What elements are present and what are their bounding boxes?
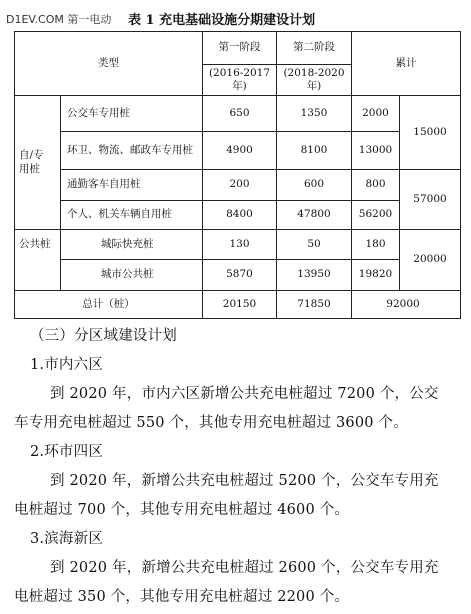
section-heading: （三）分区域建设计划 — [30, 328, 177, 344]
row-total: 180 — [352, 230, 400, 260]
row-phase2: 50 — [277, 230, 352, 260]
section-3-line1: 到 2020 年，新增公共充电桩超过 2600 个，公交车专用充 — [50, 560, 439, 576]
table-row — [15, 132, 461, 170]
row-phase2: 47800 — [277, 201, 352, 230]
total-row — [15, 291, 461, 319]
construction-plan-table — [14, 31, 461, 319]
total-phase2: 71850 — [277, 291, 352, 319]
row-phase1: 200 — [203, 170, 277, 201]
header-phase1: 第一阶段 — [203, 32, 277, 65]
regional-plan-text — [14, 322, 464, 612]
row-phase1: 130 — [203, 230, 277, 260]
row-total: 2000 — [352, 96, 400, 132]
table-title: 表 1 充电基础设施分期建设计划 — [128, 13, 316, 28]
row-name: 通勤客车自用桩 — [61, 170, 203, 201]
row-name: 个人、机关车辆自用桩 — [61, 201, 203, 230]
table-row — [15, 230, 461, 260]
row-total: 56200 — [352, 201, 400, 230]
subtotal-dedicated: 15000 — [400, 96, 461, 170]
table-row — [15, 260, 461, 291]
section-1-title: 1.市内六区 — [30, 357, 104, 373]
subtotal-public: 20000 — [400, 230, 461, 291]
subtotal-private: 57000 — [400, 170, 461, 230]
row-phase1: 4900 — [203, 132, 277, 170]
row-phase2: 8100 — [277, 132, 352, 170]
section-3-title: 3.滨海新区 — [30, 531, 104, 547]
total-label: 总计（桩） — [15, 291, 203, 319]
row-name: 公交车专用桩 — [61, 96, 203, 132]
table-header-row — [15, 32, 461, 65]
section-2-line1: 到 2020 年，新增公共充电桩超过 5200 个，公交车专用充 — [50, 473, 439, 489]
row-phase1: 650 — [203, 96, 277, 132]
watermark: D1EV.COM 第一电动 — [6, 13, 112, 26]
header-phase2: 第二阶段 — [277, 32, 352, 65]
table-row — [15, 170, 461, 201]
section-1-line1: 到 2020 年，市内六区新增公共充电桩超过 7200 个，公交 — [50, 386, 439, 402]
section-3-line2: 电桩超过 350 个，其他专用充电桩超过 2200 个。 — [14, 589, 350, 605]
section-2-line2: 电桩超过 700 个，其他专用充电桩超过 4600 个。 — [14, 502, 350, 518]
row-name: 城市公共桩 — [61, 260, 203, 291]
table-row — [15, 201, 461, 230]
header-type: 类型 — [15, 32, 203, 96]
row-total: 19820 — [352, 260, 400, 291]
row-total: 800 — [352, 170, 400, 201]
section-2-title: 2.环市四区 — [30, 444, 104, 460]
row-phase1: 5870 — [203, 260, 277, 291]
header-cumulative: 累计 — [352, 32, 461, 96]
row-phase1: 8400 — [203, 201, 277, 230]
table-row — [15, 96, 461, 132]
row-total: 13000 — [352, 132, 400, 170]
row-name: 环卫、物流、邮政车专用桩 — [61, 132, 203, 170]
row-phase2: 13950 — [277, 260, 352, 291]
section-1-line2: 车专用充电桩超过 550 个，其他专用充电桩超过 3600 个。 — [14, 415, 408, 431]
row-phase2: 1350 — [277, 96, 352, 132]
header-phase2-years: (2018-2020 年) — [277, 65, 352, 96]
row-phase2: 600 — [277, 170, 352, 201]
group-public: 公共桩 — [15, 230, 61, 291]
group-self-use: 自/专 用桩 — [15, 96, 61, 230]
row-name: 城际快充桩 — [61, 230, 203, 260]
total-cumulative: 92000 — [352, 291, 461, 319]
header-phase1-years: (2016-2017 年) — [203, 65, 277, 96]
total-phase1: 20150 — [203, 291, 277, 319]
